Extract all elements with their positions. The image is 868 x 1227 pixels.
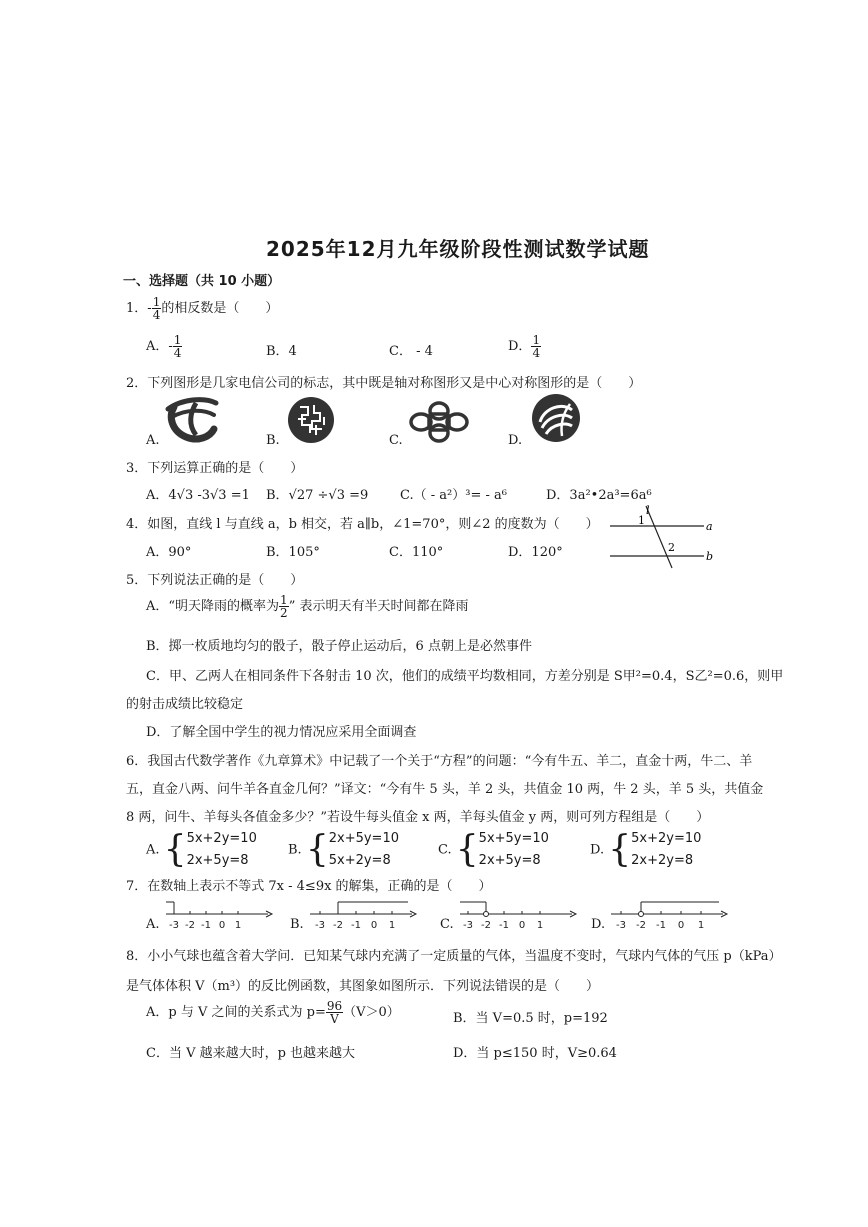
q8-a-den: V <box>330 1012 339 1026</box>
fig-angle-2: 2 <box>668 541 675 554</box>
section-heading: 一、选择题（共 10 小题） <box>123 274 281 289</box>
q6-b-label: B. <box>288 842 302 858</box>
q1-a-fraction <box>173 334 183 359</box>
tick-label: -3 <box>463 920 473 931</box>
tick-label: -2 <box>333 920 343 931</box>
fig-label-a: a <box>706 520 713 533</box>
q1-number: 1． <box>126 301 148 316</box>
tick-label: 1 <box>388 920 396 931</box>
q4-option-d: D．120° <box>508 545 563 560</box>
q7-numberline-d <box>609 896 729 936</box>
q8-a-pre: A．p 与 V 之间的关系式为 p= <box>146 1005 326 1020</box>
q6-c-eq2: 2x+5y=8 <box>478 853 541 868</box>
q6-option-d <box>590 828 701 872</box>
q7-option-c: C. <box>440 917 454 932</box>
q2-option-d: D. <box>508 433 523 448</box>
q6-c-eq1: 5x+5y=10 <box>478 831 549 846</box>
tick-label: 1 <box>697 920 705 931</box>
tick-label: 0 <box>518 920 526 931</box>
question-3-stem: 3．下列运算正确的是（ ） <box>126 461 304 476</box>
q6-c-system: {5x+5y=10 2x+5y=8 <box>455 829 549 870</box>
q8-option-c: C．当 V 越来越大时，p 也越来越大 <box>146 1046 356 1061</box>
open-endpoint <box>639 912 644 917</box>
tick-label: 0 <box>370 920 378 931</box>
fig-label-l: l <box>646 504 650 517</box>
q1-a-sign: - <box>168 339 173 354</box>
tick-label: -2 <box>185 920 195 931</box>
q6-a-label: A. <box>146 842 160 858</box>
q1-a-label: A． <box>146 339 169 354</box>
q7-numberline-c <box>458 896 578 936</box>
q1-a-den: 4 <box>173 346 182 360</box>
question-6-line1: 6．我国古代数学著作《九章算术》中记载了一个关于“方程”的问题：“今有牛五、羊二，直金十两，牛二、羊 <box>126 754 753 769</box>
q5-a-num: 1 <box>280 593 288 607</box>
question-8-line1: 8．小小气球也蕴含着大学问．已知某气球内充满了一定质量的气体，当温度不变时，气球内气体的气压 p（kPa） <box>126 949 782 964</box>
fig-angle-1: 1 <box>638 514 645 527</box>
question-6-line2: 五，直金八两、问牛羊各直金几何？”译文：“今有牛 5 头，羊 2 头，共值金 10 两，牛 2 头，羊 5 头，共值金 <box>126 782 764 797</box>
q6-a-system: {5x+2y=10 2x+5y=8 <box>163 829 257 870</box>
q4-option-a: A．90° <box>146 545 192 560</box>
q8-a-fraction <box>326 1000 343 1025</box>
q1-option-a <box>146 334 182 359</box>
q3-option-b: B．√27 ÷√3 =9 <box>266 488 369 503</box>
tick-label: 1 <box>536 920 544 931</box>
netcom-logo-icon <box>286 395 336 445</box>
q7-option-a: A. <box>146 917 160 932</box>
tick-label: -1 <box>656 920 666 931</box>
tick-label: 1 <box>234 920 242 931</box>
q2-option-c: C. <box>389 433 403 448</box>
q1-frac-num: 1 <box>152 295 161 309</box>
tick-label: -3 <box>315 920 325 931</box>
q5-option-a <box>146 594 468 619</box>
q1-a-num: 1 <box>173 333 182 347</box>
q1-d-label: D． <box>508 339 532 354</box>
question-1-stem <box>126 296 278 321</box>
q5-option-c-line2: 的射击成绩比较稳定 <box>126 697 244 712</box>
q1-text: 的相反数是（ ） <box>161 301 279 316</box>
tick-label: -3 <box>616 920 626 931</box>
q8-a-num: 96 <box>326 999 343 1013</box>
question-8-line2: 是气体体积 V（m³）的反比例函数，其图象如图所示．下列说法错误的是（ ） <box>126 979 600 994</box>
q1-frac-den: 4 <box>152 308 161 322</box>
q4-figure <box>608 502 718 570</box>
q6-option-b <box>288 828 399 872</box>
q5-option-b: B．掷一枚质地均匀的骰子，骰子停止运动后，6 点朝上是必然事件 <box>146 639 532 654</box>
q5-a-den: 2 <box>280 606 288 620</box>
q6-d-eq1: 5x+2y=10 <box>631 831 702 846</box>
q8-option-b: B．当 V=0.5 时，p=192 <box>453 1011 608 1026</box>
q2-option-a: A. <box>146 433 160 448</box>
q6-a-eq2: 2x+5y=8 <box>186 853 249 868</box>
unicom-knot-icon <box>407 399 471 445</box>
q7-numberline-a <box>164 896 274 936</box>
tick-label: 0 <box>677 920 685 931</box>
open-endpoint <box>484 912 489 917</box>
q1-fraction <box>152 296 162 321</box>
q1-d-den: 4 <box>532 346 541 360</box>
q6-option-c <box>438 828 549 872</box>
q6-d-label: D. <box>590 842 605 858</box>
q1-option-b: B．4 <box>266 344 297 359</box>
q7-option-d: D. <box>591 917 606 932</box>
question-7-stem: 7．在数轴上表示不等式 7x - 4≤9x 的解集，正确的是（ ） <box>126 879 492 894</box>
question-2-stem: 2．下列图形是几家电信公司的标志，其中既是轴对称图形又是中心对称图形的是（ ） <box>126 376 642 391</box>
q4-option-c: C．110° <box>389 545 444 560</box>
tick-label: -2 <box>636 920 646 931</box>
q5-a-pre: A．“明天降雨的概率为 <box>146 599 280 614</box>
q2-option-b: B. <box>266 433 280 448</box>
tick-label: 0 <box>218 920 226 931</box>
tick-label: -1 <box>201 920 211 931</box>
q6-b-eq2: 5x+2y=8 <box>328 853 391 868</box>
q6-d-system: {5x+2y=10 2x+2y=8 <box>608 829 702 870</box>
q6-b-system: {2x+5y=10 5x+2y=8 <box>305 829 399 870</box>
q1-d-num: 1 <box>532 333 541 347</box>
q1-d-fraction <box>531 334 541 359</box>
q8-option-d: D．当 p≤150 时，V≥0.64 <box>453 1046 617 1061</box>
page-title: 2025年12月九年级阶段性测试数学试题 <box>266 237 650 261</box>
question-5-stem: 5．下列说法正确的是（ ） <box>126 573 304 588</box>
q7-option-b: B. <box>290 917 304 932</box>
mobile-logo-icon <box>530 392 582 444</box>
q8-option-a <box>146 1000 400 1025</box>
q5-option-c-line1: C．甲、乙两人在相同条件下各射击 10 次，他们的成绩平均数相同，方差分别是 S甲²=0.4，S乙²=0.6，则甲 <box>146 669 784 684</box>
question-6-line3: 8 两，问牛、羊每头各值金多少？”若设牛每头值金 x 两，羊每头值金 y 两，则可列方程组是（ ） <box>126 810 710 825</box>
q6-d-eq2: 2x+2y=8 <box>631 853 694 868</box>
telecom-logo-icon <box>162 393 222 445</box>
q3-option-a: A．4√3 -3√3 =1 <box>146 488 250 503</box>
q6-a-eq1: 5x+2y=10 <box>186 831 257 846</box>
q3-option-d: D．3a²•2a³=6a⁶ <box>546 488 652 503</box>
fig-label-b: b <box>706 550 714 563</box>
tick-label: -1 <box>499 920 509 931</box>
q5-a-fraction <box>279 594 289 619</box>
tick-label: -2 <box>481 920 491 931</box>
q1-option-d <box>508 334 541 359</box>
q4-option-b: B．105° <box>266 545 320 560</box>
q7-numberline-b <box>308 896 418 936</box>
tick-label: -3 <box>169 920 179 931</box>
q6-b-eq1: 2x+5y=10 <box>328 831 399 846</box>
q1-option-c: C． - 4 <box>389 344 433 359</box>
q6-option-a <box>146 828 257 872</box>
q6-c-label: C. <box>438 842 452 858</box>
q3-option-c: C.（ - a²）³= - a⁶ <box>400 488 507 503</box>
q1-sign: - <box>147 301 152 316</box>
question-4-stem: 4．如图，直线 l 与直线 a，b 相交，若 a∥b，∠1=70°，则∠2 的度数为（ ） <box>126 517 599 532</box>
tick-label: -1 <box>351 920 361 931</box>
q5-option-d: D．了解全国中学生的视力情况应采用全面调查 <box>146 725 417 740</box>
q8-a-post: （V＞0） <box>343 1005 400 1020</box>
q5-a-post: ” 表示明天有半天时间都在降雨 <box>288 599 469 614</box>
